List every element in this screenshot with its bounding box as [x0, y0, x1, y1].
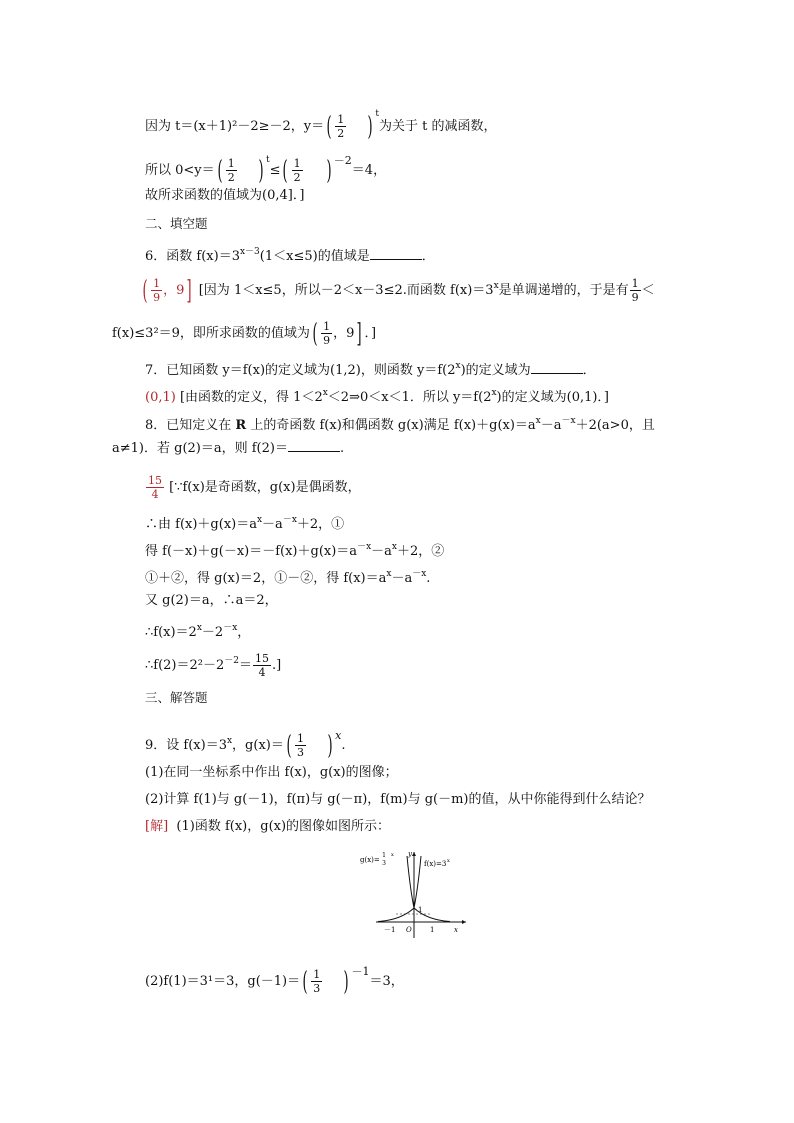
paren: (	[286, 730, 292, 761]
text: )的定义域为(0,1)．]	[496, 390, 610, 405]
denominator: 9	[153, 291, 161, 304]
step-3	[145, 564, 430, 589]
bracket: (	[312, 318, 318, 349]
answer-value: (0,1)	[145, 390, 176, 405]
fraction	[335, 113, 346, 140]
exponent: x	[491, 388, 497, 398]
answer-6	[140, 276, 655, 304]
exponent: t	[375, 109, 380, 119]
question-6	[145, 242, 435, 267]
text: [因为 1＜x≤5，所以－2＜x－3≤2.而函数 f(x)＝3	[198, 283, 494, 298]
numerator: 1	[337, 113, 345, 126]
text: f(x)≤3²＝9，即所求函数的值域为	[112, 326, 310, 341]
text: 7．已知函数 y＝f(x)的定义域为(1,2)，则函数 y＝f(2	[145, 363, 456, 378]
g-label-denominator: 3	[382, 860, 386, 867]
y-label: y	[408, 850, 412, 858]
text: ，	[237, 625, 251, 640]
fraction	[630, 277, 641, 304]
text: )的定义域为	[460, 363, 531, 378]
solution-tag: [解]	[145, 819, 169, 834]
text: .	[426, 571, 431, 586]
text: 6．函数 f(x)＝3	[145, 249, 240, 264]
paren: (	[326, 111, 332, 142]
text: 因为 t＝(x＋1)²－2≥－2，y＝	[145, 119, 325, 134]
step-1	[145, 510, 344, 535]
text: ＋2，②	[396, 544, 445, 559]
exponent: －2	[333, 154, 352, 167]
text: ＝3，	[369, 974, 404, 989]
question-9	[145, 726, 346, 759]
numerator: 15	[255, 652, 270, 665]
text: 是单调递增的，于是有	[498, 283, 629, 298]
x-tick-neg1: －1	[384, 926, 396, 934]
text: 8．已知定义在	[145, 418, 236, 433]
denominator: 9	[631, 291, 639, 304]
numerator: 1	[227, 157, 235, 170]
denominator: 4	[151, 488, 159, 501]
numerator: 15	[148, 474, 162, 487]
text: ≤	[269, 163, 281, 178]
text: ＝4，	[351, 163, 387, 178]
numerator: 1	[323, 320, 331, 333]
paren: (	[217, 155, 223, 186]
text: ．]	[364, 326, 377, 341]
text: ＋2(a>0，且	[575, 418, 655, 433]
exponent: －x	[561, 416, 576, 426]
exponent: x	[256, 515, 263, 525]
origin-label: O	[406, 926, 412, 934]
exponent: x	[335, 729, 342, 742]
text: 上的奇函数 f(x)和偶函数 g(x)满足 f(x)＋g(x)＝a	[246, 418, 536, 433]
text: －a	[540, 418, 562, 433]
line-3: 故所求函数的值域为(0,4]．]	[145, 188, 305, 203]
text: a≠1)．若 g(2)＝a，则 f(2)＝	[112, 441, 288, 456]
text: ．	[421, 249, 435, 264]
denominator: 4	[258, 666, 266, 679]
answer-7	[145, 383, 609, 408]
numerator: 1	[153, 277, 161, 290]
denominator: 2	[337, 127, 345, 140]
question-7	[145, 356, 596, 381]
answer-8	[145, 474, 361, 501]
paren: (	[302, 966, 308, 997]
question-8	[145, 411, 655, 436]
paren: )	[327, 730, 333, 761]
text: ∴f(x)＝2	[145, 625, 197, 640]
numerator: 1	[313, 968, 321, 981]
bracket: (	[142, 275, 148, 306]
line-2	[145, 150, 386, 184]
denominator: 2	[227, 171, 235, 184]
step-5	[145, 618, 250, 643]
exponent: x	[196, 623, 202, 633]
exponent: x－3	[239, 247, 260, 257]
text: .	[339, 441, 345, 456]
paren: )	[343, 966, 349, 997]
text: －a	[262, 517, 283, 532]
text: ＋2，①	[296, 517, 345, 532]
exponent: x	[386, 569, 392, 579]
x-label: x	[454, 926, 458, 934]
solution-intro	[145, 817, 390, 837]
question-8-continued	[112, 439, 344, 459]
text: －a	[371, 544, 392, 559]
paren: )	[258, 155, 264, 186]
step-6	[145, 651, 281, 679]
question-9-part-2: (2)计算 f(1)与 g(－1)，f(π)与 g(－π)，f(m)与 g(－m)的值，从中你能得到什么结论？	[145, 792, 651, 807]
exponent: －x	[412, 569, 427, 579]
text: ∴f(2)＝2²－2	[145, 658, 225, 673]
x-arrow-icon	[462, 920, 466, 924]
fraction	[226, 157, 237, 184]
fraction	[311, 968, 322, 995]
text: .	[341, 738, 346, 753]
denominator: 3	[297, 746, 305, 759]
denominator: 3	[313, 982, 321, 995]
bracket: ]	[356, 318, 362, 349]
bracket: ]	[186, 275, 193, 306]
question-9-part-1: (1)在同一坐标系中作出 f(x)，g(x)的图像；	[145, 765, 398, 780]
numerator: 1	[297, 732, 305, 745]
answer-interval	[140, 275, 195, 306]
exponent: x	[226, 736, 233, 746]
exponent: x	[391, 542, 397, 552]
function-graph	[356, 848, 476, 943]
text: (1＜x≤5)的值域是	[259, 249, 370, 264]
exponent: x	[535, 416, 541, 426]
y-tick-label: 1	[418, 906, 423, 914]
g-label: g(x)=	[360, 856, 380, 864]
x-tick-1: 1	[430, 926, 435, 934]
text: (1)函数 f(x)，g(x)的图像如图所示：	[176, 819, 391, 834]
step-2	[145, 537, 444, 562]
fraction	[253, 652, 271, 679]
g-label-numerator: 1	[382, 852, 386, 859]
answer-fraction	[146, 474, 164, 501]
solution-part-2	[145, 962, 404, 995]
line-1	[145, 104, 497, 140]
text: (2)f(1)＝3¹＝3，g(－1)＝	[145, 974, 301, 989]
text: [由函数的定义，得 1＜2	[179, 390, 323, 405]
exponent: －x	[282, 515, 297, 525]
fraction	[292, 157, 303, 184]
text: ，g(x)＝	[232, 738, 284, 753]
fraction	[295, 732, 306, 759]
exponent: －1	[351, 965, 370, 978]
exponent: x	[455, 361, 461, 371]
paren: )	[367, 111, 373, 142]
denominator: 2	[293, 171, 301, 184]
text: －2	[201, 625, 224, 640]
numerator: 1	[631, 277, 639, 290]
paren: (	[283, 155, 289, 186]
text: R	[235, 418, 247, 433]
exponent: －2	[224, 656, 239, 666]
section-heading-solve: 三、解答题	[145, 690, 208, 705]
text: －a	[391, 571, 413, 586]
fraction	[321, 320, 332, 347]
answer-6-continued	[112, 320, 376, 347]
f-label-exponent: x	[447, 858, 450, 864]
text: ＜	[641, 283, 655, 298]
f-label: f(x)=3	[424, 860, 447, 868]
text: ，9	[333, 326, 355, 341]
numerator: 1	[293, 157, 301, 170]
text: ＜2⇒0＜x＜1．所以 y＝f(2	[327, 390, 492, 405]
text: [∵f(x)是奇函数，g(x)是偶函数，	[169, 480, 361, 495]
exponent: t	[265, 155, 270, 165]
step-4: 又 g(2)＝a，∴a＝2，	[145, 593, 278, 608]
text: 为关于 t 的减函数，	[379, 119, 497, 134]
fraction	[151, 277, 162, 304]
text: 所以 0<y＝	[145, 163, 215, 178]
exponent: －x	[223, 623, 238, 633]
text: ①＋②，得 g(x)＝2，①－②，得 f(x)＝a	[145, 571, 387, 586]
paren: )	[326, 155, 332, 186]
denominator: 9	[323, 334, 331, 347]
text: 得 f(－x)＋g(－x)＝－f(x)＋g(x)＝a	[145, 544, 358, 559]
y-arrow-icon	[412, 852, 416, 856]
answer-blank	[288, 439, 340, 452]
exponent: x	[493, 281, 499, 291]
g-label-exponent: x	[391, 852, 394, 858]
text: ，9	[163, 283, 185, 298]
text: ＝	[239, 658, 253, 673]
exponent: x	[322, 388, 328, 398]
text: .]	[272, 658, 282, 673]
text: ∴由 f(x)＋g(x)＝a	[145, 517, 257, 532]
text: ．	[582, 363, 596, 378]
answer-blank	[531, 361, 583, 374]
text: 9．设 f(x)＝3	[145, 738, 227, 753]
section-heading-fill-in: 二、填空题	[145, 216, 208, 231]
answer-blank	[370, 247, 422, 260]
exponent: －x	[357, 542, 372, 552]
